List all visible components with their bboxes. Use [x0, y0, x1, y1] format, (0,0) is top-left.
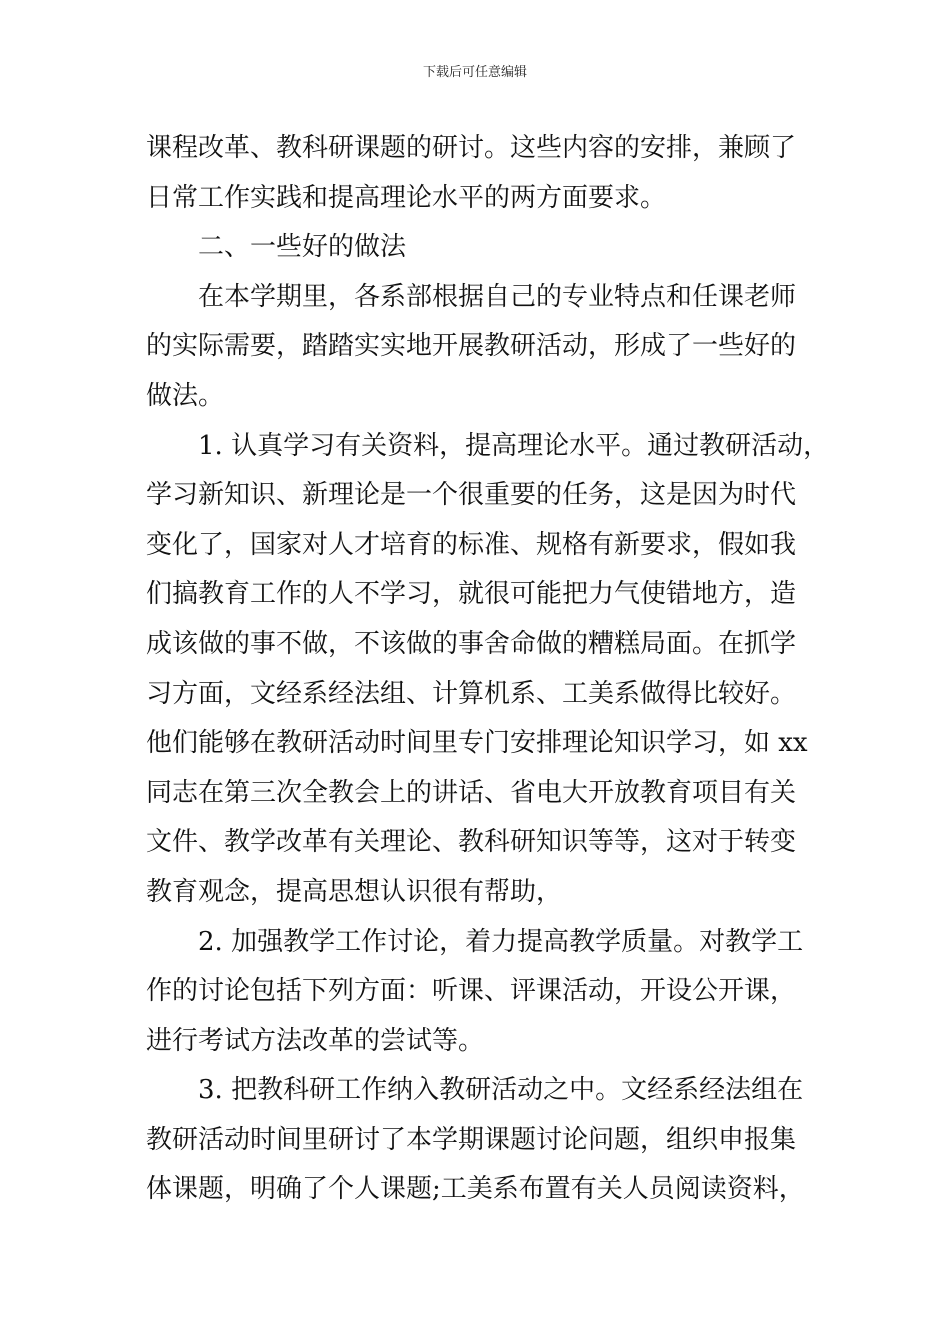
document-body [146, 124, 830, 1215]
text-line: 课程改革、教科研课题的研讨。这些内容的安排，兼顾了 [146, 133, 797, 163]
section-heading: 二、一些好的做法 [198, 232, 407, 263]
numbered-item-1: 1. 认真学习有关资料，提高理论水平。通过教研活动， [198, 430, 830, 461]
text-line: 变化了，国家对人才培育的标准、规格有新要求，假如我 [146, 529, 797, 560]
numbered-item-3: 3. 把教科研工作纳入教研活动之中。文经系经法组在 [198, 1075, 804, 1106]
page-header: 下载后可任意编辑 [422, 65, 527, 80]
paragraph-start: 在本学期里，各系部根据自己的专业特点和任课老师 [198, 281, 797, 312]
text-line: 作的讨论包括下列方面：听课、评课活动，开设公开课， [146, 976, 797, 1007]
text-line: 日常工作实践和提高理论水平的两方面要求。 [146, 182, 667, 213]
text-line: 文件、教学改革有关理论、教科研知识等等，这对于转变 [146, 827, 797, 858]
text-line: 体课题，明确了个人课题;工美系布置有关人员阅读资料， [146, 1174, 805, 1205]
text-line: 学习新知识、新理论是一个很重要的任务，这是因为时代 [146, 480, 797, 511]
text-line: 教研活动时间里研讨了本学期课题讨论问题，组织申报集 [146, 1124, 797, 1155]
text-line: 习方面，文经系经法组、计算机系、工美系做得比较好。 [146, 678, 797, 709]
text-line: 教育观念，提高思想认识很有帮助， [146, 876, 563, 907]
text-line: 的实际需要，踏踏实实地开展教研活动，形成了一些好的 [146, 331, 797, 362]
text-line: 同志在第三次全教会上的讲话、省电大开放教育项目有关 [146, 777, 797, 808]
text-line: 成该做的事不做，不该做的事舍命做的糟糕局面。在抓学 [146, 628, 797, 659]
text-line: 进行考试方法改革的尝试等。 [146, 1025, 485, 1056]
text-line: 们搞教育工作的人不学习，就很可能把力气使错地方，造 [146, 579, 797, 610]
numbered-item-2: 2. 加强教学工作讨论，着力提高教学质量。对教学工 [198, 926, 804, 957]
text-line: 他们能够在教研活动时间里专门安排理论知识学习，如 xx [146, 728, 808, 759]
text-line: 做法。 [146, 380, 225, 411]
